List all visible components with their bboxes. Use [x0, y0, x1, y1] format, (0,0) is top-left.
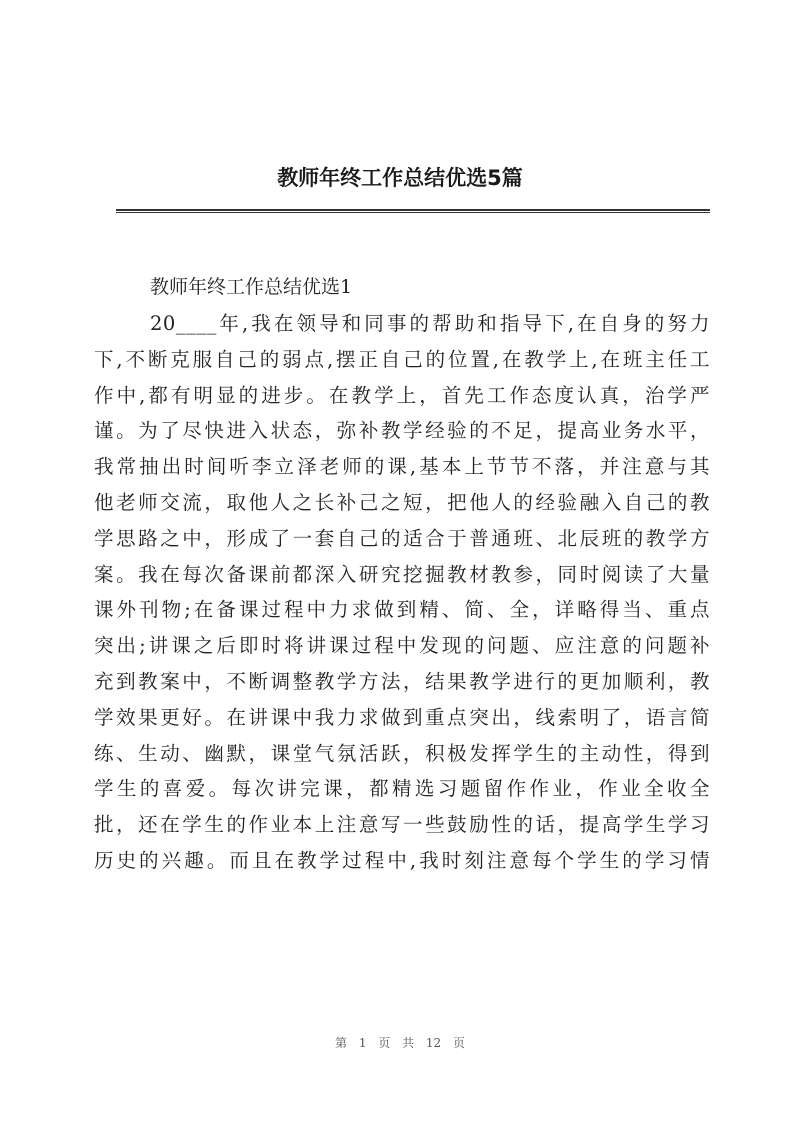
paragraph-line: 我常抽出时间听李立泽老师的课,基本上节节不落，并注意与其	[94, 455, 710, 479]
paragraph-line: 充到教案中，不断调整教学方法，结果教学进行的更加顺利，教	[94, 669, 710, 693]
paragraph-line: 案。我在每次备课前都深入研究挖掘教材教参，同时阅读了大量	[94, 562, 710, 586]
paragraph-line: 学思路之中，形成了一套自己的适合于普通班、北辰班的教学方	[94, 526, 710, 550]
paragraph-line: 批，还在学生的作业本上注意写一些鼓励性的话，提高学生学习	[94, 813, 710, 837]
paragraph-line: 学效果更好。在讲课中我力求做到重点突出，线索明了，语言简	[94, 705, 710, 729]
title-divider	[116, 209, 710, 213]
paragraph-line: 他老师交流，取他人之长补己之短，把他人的经验融入自己的教	[94, 490, 710, 514]
paragraph-line: 课外刊物;在备课过程中力求做到精、简、全，详略得当、重点	[94, 598, 710, 622]
paragraph-line: 学生的喜爱。每次讲完课，都精选习题留作作业，作业全收全	[94, 777, 710, 801]
paragraph-line: 作中,都有明显的进步。在教学上，首先工作态度认真，治学严	[94, 383, 710, 407]
section-heading: 教师年终工作总结优选1	[150, 276, 353, 298]
paragraph-line: 20____年,我在领导和同事的帮助和指导下,在自身的努力	[150, 312, 710, 335]
paragraph-line: 历史的兴趣。而且在教学过程中,我时刻注意每个学生的学习情	[94, 848, 710, 872]
paragraph-line: 突出;讲课之后即时将讲课过程中发现的问题、应注意的问题补	[94, 634, 710, 658]
document-title: 教师年终工作总结优选5篇	[277, 166, 523, 190]
paragraph-line: 谨。为了尽快进入状态，弥补教学经验的不足，提高业务水平，	[94, 419, 710, 443]
document-body	[94, 268, 710, 879]
paragraph-line: 下,不断克服自己的弱点,摆正自己的位置,在教学上,在班主任工	[94, 347, 710, 371]
paragraph	[94, 306, 710, 879]
page-number-footer: 第 1 页 共 12 页	[335, 1036, 465, 1050]
paragraph-line: 练、生动、幽默，课堂气氛活跃，积极发挥学生的主动性，得到	[94, 741, 710, 765]
